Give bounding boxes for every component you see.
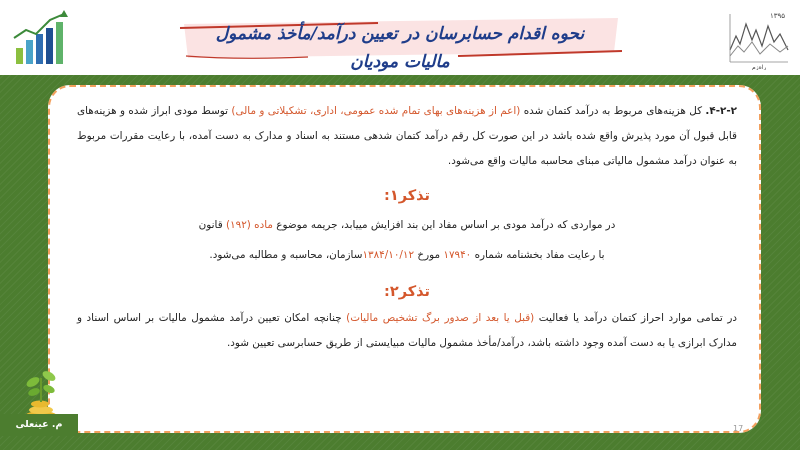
note1-article-ref: ماده (۱۹۲) <box>225 219 273 231</box>
growth-chart-logo-icon <box>10 8 72 70</box>
note1-date-prefix: مورخ <box>414 249 444 261</box>
note2-text-a: در تمامی موارد احراز کتمان درآمد یا فعالیت <box>534 312 737 324</box>
note1-line1 <box>77 210 737 240</box>
note1-circular-number: ۱۷۹۴۰ <box>443 249 472 261</box>
note1-text-a: در مواردی که درآمد مودی بر اساس مفاد این بند افزایش مییابد، جریمه موضوع <box>272 219 616 231</box>
content-body <box>77 99 737 356</box>
paragraph-number: ۴-۲-۲. <box>705 105 738 117</box>
note2-heading: تذکر۲: <box>384 284 430 300</box>
logo-caption-bottom: راه‌زم <box>752 64 767 70</box>
money-plant-icon <box>16 362 66 422</box>
note1-heading: تذکر۱: <box>384 188 430 204</box>
note1-circular-prefix: با رعایت مفاد بخشنامه شماره <box>471 249 605 261</box>
note2-paragraph <box>77 306 737 356</box>
logo-caption-top: ۱۳۹۵ <box>770 12 786 20</box>
header-bar <box>0 0 800 75</box>
note1-text-c: سازمان، محاسبه و مطالبه می‌شود. <box>209 249 363 261</box>
page-number: 17 <box>733 424 744 433</box>
paragraph-4-2-2 <box>77 99 737 174</box>
paragraph-text-a: کل هزینه‌های مربوط به درآمد کتمان شده <box>520 105 706 117</box>
note2-parenthetical: (قبل یا بعد از صدور برگ تشخیص مالیات) <box>346 312 535 324</box>
stock-chart-logo-icon <box>724 6 794 70</box>
paragraph-text-b: توسط مودی ابراز شده و هزینه‌های قابل قبول آن مورد پذیرش واقع شده باشد در این صورت کل رقم درآمد کتمان شدهی مستند به اسناد و مدارک به دست آمده، با رعایت مقررات مربوط به عنوان درآمد مشمول مالیاتی مبنای محاسبه مالیات واقع می‌شود. <box>77 105 737 167</box>
page-title: نحوه اقدام حسابرسان در تعیین درآمد/مأخذ مشمول مالیات مودیان <box>215 24 585 72</box>
author-label: م. عینعلی <box>0 414 78 436</box>
note2-text-b: چنانچه امکان تعیین درآمد مشمول مالیات بر اساس اسناد و مدارک ابرازی یا به دست آمده وجود داشته باشد، درآمد/مأخذ مشمول مالیات مبیایستی از طریق حسابرسی تعیین شود. <box>77 312 737 349</box>
note1-text-b: قانون <box>198 219 226 231</box>
note1-circular-date: ۱۳۸۴/۱۰/۱۲ <box>362 249 415 261</box>
paragraph-parenthetical: (اعم از هزینه‌های بهای تمام شده عمومی، اداری، تشکیلاتی و مالی) <box>231 105 521 117</box>
content-panel <box>48 85 761 433</box>
note1-line2 <box>77 240 737 270</box>
